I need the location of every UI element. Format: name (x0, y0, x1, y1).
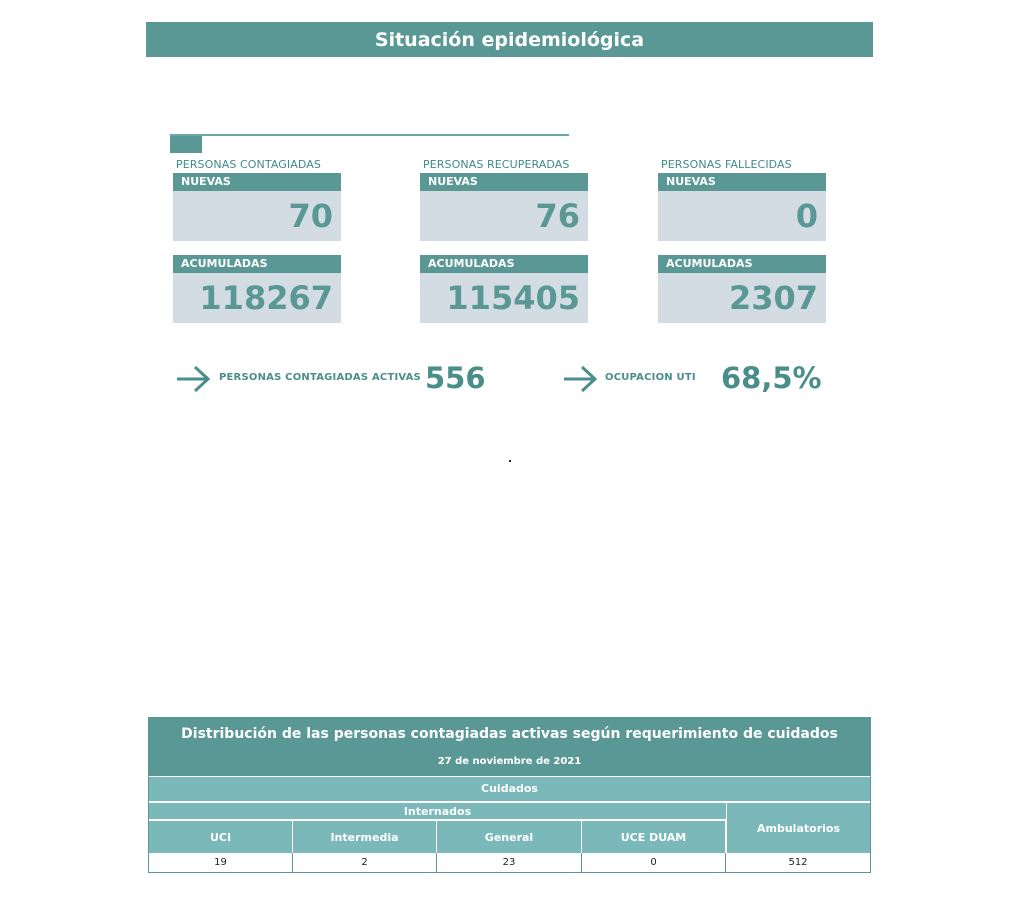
table-col-general: General (437, 820, 582, 853)
uti-occupancy-label: OCUPACION UTI (605, 372, 696, 383)
table-col-intermedia: Intermedia (293, 820, 437, 853)
table-cell-general: 23 (437, 853, 582, 872)
table-subgroup-internados: Internados (149, 802, 726, 819)
table-cell-uce-duam: 0 (582, 853, 726, 872)
card-value: 2307 (658, 273, 826, 323)
stray-dot (509, 460, 511, 462)
card-head-label: ACUMULADAS (173, 255, 341, 273)
decorative-block (170, 136, 202, 153)
card-value: 70 (173, 191, 341, 241)
table-cell-ambulatorios: 512 (726, 853, 870, 872)
section-label-recuperadas: PERSONAS RECUPERADAS (423, 158, 570, 171)
card-recuperadas-acumuladas (420, 255, 588, 323)
care-distribution-table (148, 717, 871, 873)
card-value: 115405 (420, 273, 588, 323)
card-head-label: ACUMULADAS (420, 255, 588, 273)
table-cell-intermedia: 2 (293, 853, 437, 872)
section-label-fallecidas: PERSONAS FALLECIDAS (661, 158, 792, 171)
table-header (149, 718, 870, 776)
card-fallecidas-nuevas (658, 173, 826, 241)
decorative-line (170, 134, 569, 136)
card-head-label: NUEVAS (658, 173, 826, 191)
table-date: 27 de noviembre de 2021 (437, 756, 582, 767)
card-value: 118267 (173, 273, 341, 323)
card-head-label: NUEVAS (173, 173, 341, 191)
card-contagiadas-nuevas (173, 173, 341, 241)
card-recuperadas-nuevas (420, 173, 588, 241)
uti-occupancy-value: 68,5% (721, 361, 822, 395)
card-contagiadas-acumuladas (173, 255, 341, 323)
card-head-label: ACUMULADAS (658, 255, 826, 273)
table-group-row: Cuidados (149, 777, 870, 801)
card-value: 0 (658, 191, 826, 241)
table-title: Distribución de las personas contagiadas activas según requerimiento de cuidados (181, 726, 838, 742)
card-value: 76 (420, 191, 588, 241)
table-col-uce-duam: UCE DUAM (582, 820, 726, 853)
card-fallecidas-acumuladas (658, 255, 826, 323)
table-cell-uci: 19 (149, 853, 293, 872)
section-label-contagiadas: PERSONAS CONTAGIADAS (176, 158, 321, 171)
arrow-right-icon (562, 364, 598, 394)
active-cases-label: PERSONAS CONTAGIADAS ACTIVAS (219, 372, 421, 383)
card-head-label: NUEVAS (420, 173, 588, 191)
table-col-uci: UCI (149, 820, 293, 853)
active-cases-value: 556 (425, 361, 486, 395)
page-title: Situación epidemiológica (146, 22, 873, 57)
arrow-right-icon (175, 364, 211, 394)
table-col-ambulatorios: Ambulatorios (726, 802, 870, 853)
